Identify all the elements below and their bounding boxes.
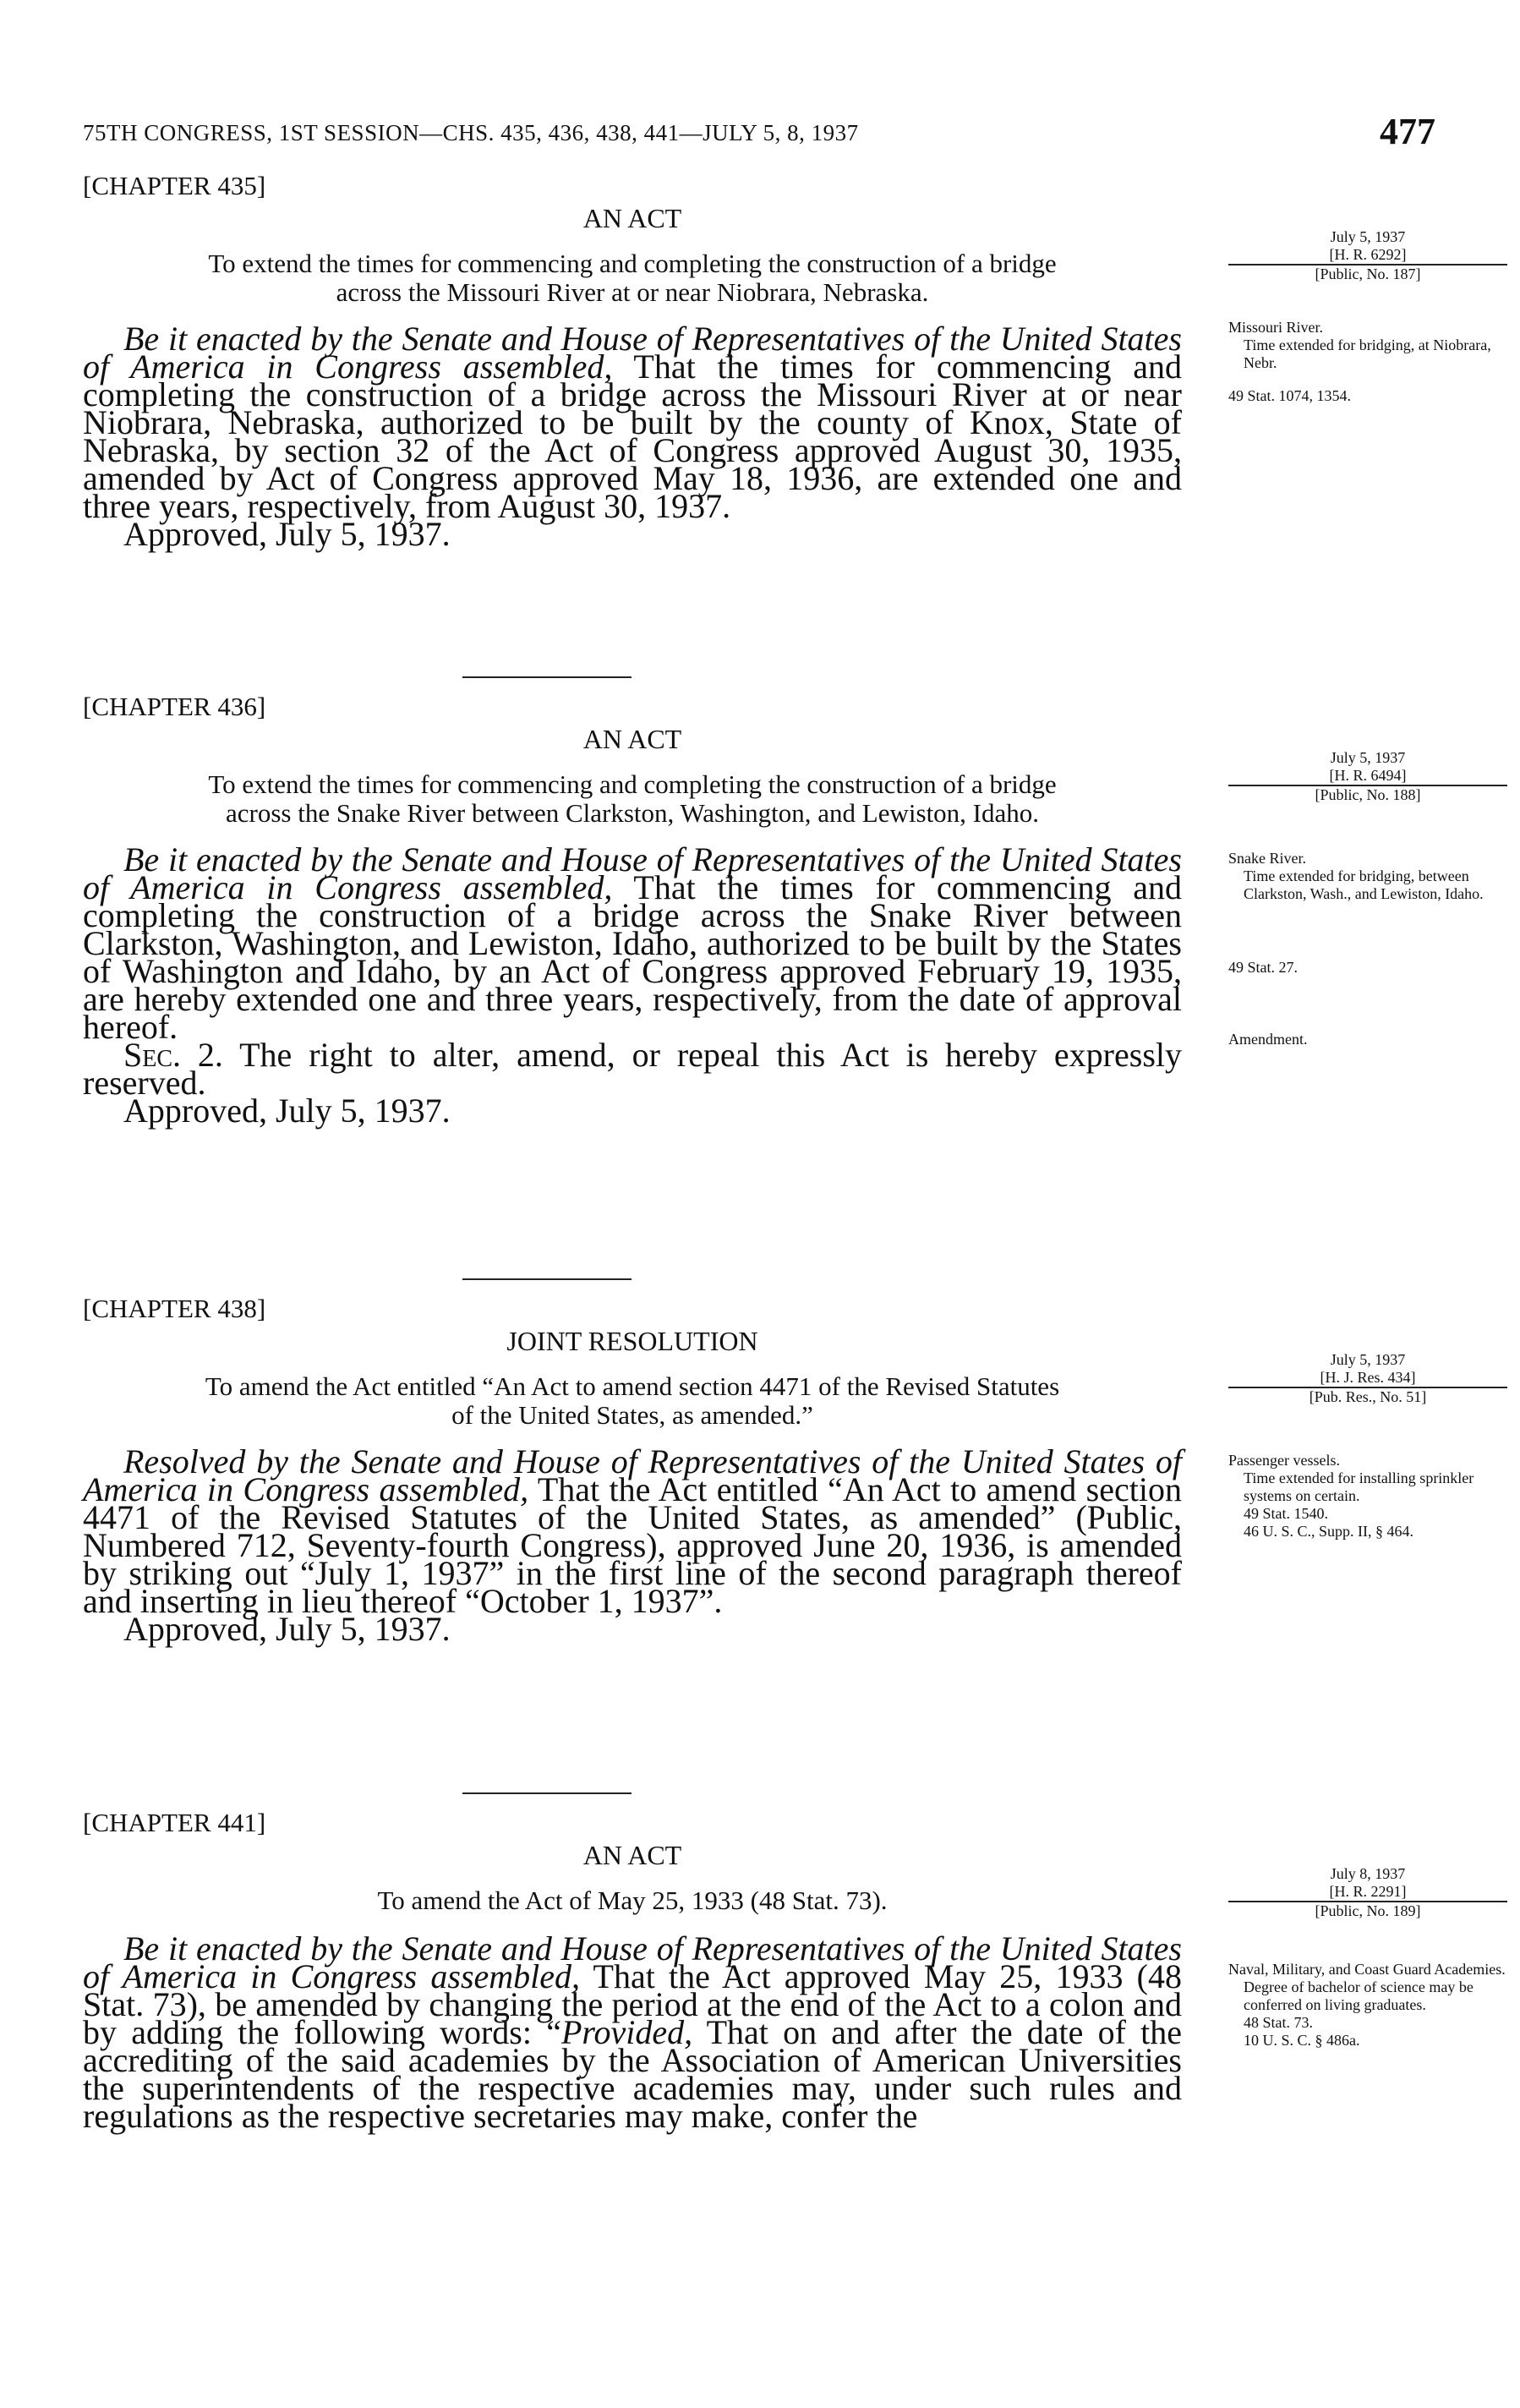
act-type: JOINT RESOLUTION: [506, 1326, 758, 1356]
margin-notes: [1228, 1865, 1507, 2050]
side-note: [1228, 319, 1507, 405]
side-note-amendment: Amendment.: [1228, 1031, 1308, 1048]
margin-date: July 5, 1937: [1330, 228, 1406, 245]
bill-block: [1228, 1865, 1507, 1920]
act-title-line: of the United States, as amended.”: [451, 1400, 813, 1430]
act-title-line: across the Missouri River at or near Niobrara, Nebraska.: [336, 277, 929, 307]
enacting-clause: Be it enacted by the Senate and House of Representatives of the United States of America in Congress assembled,: [83, 1929, 1182, 1995]
public-number: [Public, No. 189]: [1315, 1902, 1421, 1919]
body-text: That the times for commencing and completing the construction of a bridge across the Snake River between Clarkston, Washington, and Lewiston, Idaho, authorized to be built by the States of Washington and Idaho, by an Act of Congress approved February 19, 1935, are hereby extended one and three years, respectively, from the date of approval hereof.: [83, 868, 1182, 1046]
side-note-citation: 46 U. S. C., Supp. II, § 464.: [1244, 1523, 1414, 1540]
side-note-heading: Missouri River.: [1228, 319, 1324, 336]
act-title-line: To extend the times for commencing and completing the construction of a bridge: [208, 249, 1057, 278]
chapter-436: [83, 692, 1484, 1233]
act-title-line: To extend the times for commencing and completing the construction of a bridge: [208, 769, 1057, 799]
bill-number: [H. R. 6494]: [1228, 767, 1507, 786]
divider-rule: [462, 676, 632, 678]
chapter-label: [CHAPTER 435]: [83, 171, 266, 200]
act-body: [83, 1929, 1182, 2135]
enacting-clause: Resolved by the Senate and House of Representatives of the United States of America in Congress assembled,: [83, 1442, 1182, 1508]
body-text: That the Act approved May 25, 1933 (48 Stat. 73), be amended by changing the period at the end of the Act to a colon and by adding the following words: “: [83, 1957, 1182, 2051]
enacting-clause: Be it enacted by the Senate and House of Representatives of the United States of America in Congress assembled,: [83, 320, 1182, 386]
side-note-heading: Naval, Military, and Coast Guard Academies.: [1228, 1961, 1506, 1978]
section-text: The right to alter, amend, or repeal this Act is hereby expressly reserved.: [83, 1036, 1182, 1102]
public-number: [Public, No. 188]: [1315, 786, 1421, 803]
side-note-citation: 48 Stat. 73.: [1244, 2014, 1314, 2031]
side-note: [1228, 850, 1507, 1048]
margin-date: July 5, 1937: [1330, 749, 1406, 766]
divider-rule: [462, 1792, 632, 1794]
bill-number: [H. J. Res. 434]: [1228, 1369, 1507, 1388]
approved-line: Approved, July 5, 1937.: [123, 515, 451, 553]
approved-line: Approved, July 5, 1937.: [123, 1610, 451, 1648]
act-type: AN ACT: [582, 203, 682, 233]
chapter-438: [83, 1294, 1474, 1759]
margin-date: July 5, 1937: [1330, 1351, 1406, 1368]
chapter-441: [83, 1808, 1506, 2281]
margin-date: July 8, 1937: [1330, 1865, 1406, 1882]
side-note-text: Time extended for bridging, at Niobrara, Nebr.: [1244, 337, 1491, 371]
act-type: AN ACT: [582, 1840, 682, 1870]
side-note: [1228, 1452, 1507, 1541]
running-head: 75TH CONGRESS, 1ST SESSION—CHS. 435, 436, 438, 441—JULY 5, 8, 1937: [83, 120, 859, 145]
act-title-line: To amend the Act of May 25, 1933 (48 Stat. 73).: [377, 1885, 888, 1915]
proviso: Provided,: [560, 2013, 693, 2051]
act-title-line: To amend the Act entitled “An Act to amend section 4471 of the Revised Statutes: [205, 1371, 1060, 1401]
bill-number: [H. R. 2291]: [1228, 1883, 1507, 1902]
act-title-line: across the Snake River between Clarkston, Washington, and Lewiston, Idaho.: [225, 798, 1040, 828]
bill-block: [1228, 228, 1507, 283]
side-note-heading: Snake River.: [1228, 850, 1306, 867]
chapter-435: [83, 171, 1491, 644]
side-note-text: Time extended for bridging, between Clarkston, Wash., and Lewiston, Idaho.: [1244, 867, 1484, 902]
act-type: AN ACT: [582, 724, 682, 754]
enacting-clause: Be it enacted by the Senate and House of Representatives of the United States of America in Congress assembled,: [83, 840, 1182, 906]
bill-block: [1228, 1351, 1507, 1406]
side-note-citation: 49 Stat. 1540.: [1244, 1505, 1329, 1522]
body-text-continued: That on and after the date of the accrediting of the said academies by the Association of American Universities the superintendents of the respective academies may, under such rules and regulations as the respective secretaries may make, confer the: [83, 2013, 1182, 2135]
body-text: That the Act entitled “An Act to amend section 4471 of the Revised Statutes of the United States, as amended” (Public, Numbered 712, Seventy-fourth Congress), approved June 20, 1936, is amended by striking out “July 1, 1937” in the first line of the second paragraph thereof and inserting in lieu thereof “October 1, 1937”.: [83, 1470, 1182, 1620]
chapter-label: [CHAPTER 436]: [83, 692, 266, 721]
margin-notes: [1228, 228, 1507, 405]
side-note: [1228, 1961, 1507, 2050]
bill-number: [H. R. 6292]: [1228, 246, 1507, 265]
act-body: [83, 840, 1182, 1130]
side-note-text: Degree of bachelor of science may be conferred on living graduates.: [1244, 1978, 1474, 2013]
divider-rule: [462, 1278, 632, 1280]
margin-notes: [1228, 1351, 1507, 1541]
side-note-citation: 10 U. S. C. § 486a.: [1244, 2032, 1360, 2049]
chapter-label: [CHAPTER 438]: [83, 1294, 266, 1323]
chapter-label: [CHAPTER 441]: [83, 1808, 266, 1837]
side-note-heading: Passenger vessels.: [1228, 1452, 1340, 1469]
page-number: 477: [1380, 111, 1435, 152]
act-body: [83, 1442, 1182, 1648]
act-body: [83, 320, 1182, 553]
approved-line: Approved, July 5, 1937.: [123, 1092, 451, 1130]
page-header: [83, 110, 1435, 161]
section-label: Sec. 2.: [123, 1036, 223, 1074]
body-text: That the times for commencing and completing the construction of a bridge across the Missouri River at or near Niobrara, Nebraska, authorized to be built by the county of Knox, State of Nebraska, by section 32 of the Act of Congress approved August 30, 1935, amended by Act of Congress approved May 18, 1936, are extended one and three years, respectively, from August 30, 1937.: [83, 348, 1182, 525]
side-note-citation: 49 Stat. 27.: [1228, 959, 1299, 976]
bill-block: [1228, 749, 1507, 804]
side-note-citation: 49 Stat. 1074, 1354.: [1228, 387, 1352, 404]
public-number: [Pub. Res., No. 51]: [1309, 1388, 1427, 1405]
public-number: [Public, No. 187]: [1315, 265, 1421, 282]
margin-notes: [1228, 749, 1507, 1048]
side-note-text: Time extended for installing sprinkler systems on certain.: [1244, 1469, 1474, 1504]
